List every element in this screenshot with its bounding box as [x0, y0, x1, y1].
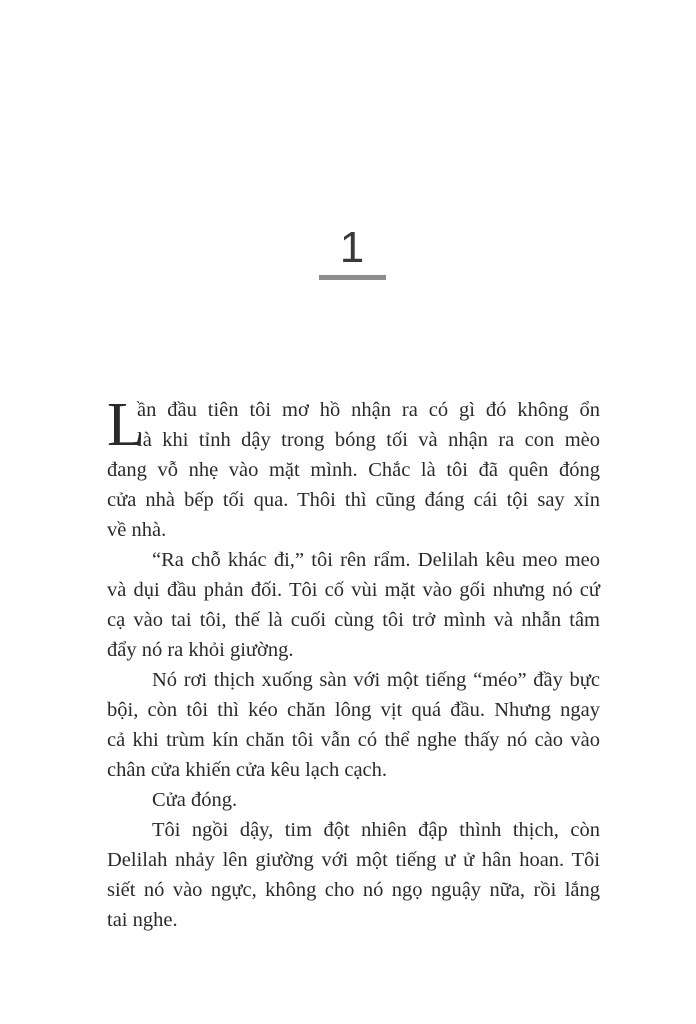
chapter-number: 1	[339, 223, 365, 272]
text-line: chân cửa khiến cửa kêu lạch cạch.	[107, 759, 388, 781]
text-line: cả khi trùm kín chăn tôi vẫn có thể nghe thấy nó cào vào	[107, 729, 600, 751]
paragraph-5	[107, 815, 600, 935]
text-line: và dụi đầu phản đối. Tôi cố vùi mặt vào gối nhưng nó cứ	[107, 579, 600, 601]
text-line: Delilah nhảy lên giường với một tiếng ư ử hân hoan. Tôi	[107, 849, 600, 871]
text-line-content: ần đầu tiên tôi mơ hồ nhận ra có gì đó không ổn	[137, 399, 600, 421]
text-line: là khi tỉnh dậy trong bóng tối và nhận ra con mèo	[137, 429, 600, 451]
text-line: đẩy nó ra khỏi giường.	[107, 639, 294, 661]
text-line: về nhà.	[107, 519, 167, 541]
text-line: Cửa đóng.	[152, 789, 238, 811]
text-line: siết nó vào ngực, không cho nó ngọ nguậy nữa, rồi lắng	[107, 879, 600, 901]
text-line: “Ra chỗ khác đi,” tôi rên rẩm. Delilah kêu meo meo	[152, 549, 600, 571]
paragraph-2	[107, 545, 600, 665]
text-line: bội, còn tôi thì kéo chăn lông vịt quá đầu. Nhưng ngay	[107, 699, 600, 721]
paragraph-4	[107, 785, 600, 815]
chapter-underline	[319, 275, 386, 280]
paragraph-3	[107, 665, 600, 785]
text-line: Nó rơi thịch xuống sàn với một tiếng “méo” đầy bực	[152, 669, 600, 691]
chapter-body	[107, 391, 600, 935]
text-line: cạ vào tai tôi, thế là cuối cùng tôi trở mình và nhẫn tâm	[107, 609, 600, 631]
text-line: cửa nhà bếp tối qua. Thôi thì cũng đáng cái tội say xỉn	[107, 489, 600, 511]
drop-cap: L	[107, 391, 145, 459]
text-line: Tôi ngồi dậy, tim đột nhiên đập thình thịch, còn	[152, 819, 600, 841]
text-line: tai nghe.	[107, 909, 178, 931]
text-line: đang vỗ nhẹ vào mặt mình. Chắc là tôi đã quên đóng	[107, 459, 600, 481]
paragraph-1	[107, 391, 600, 545]
